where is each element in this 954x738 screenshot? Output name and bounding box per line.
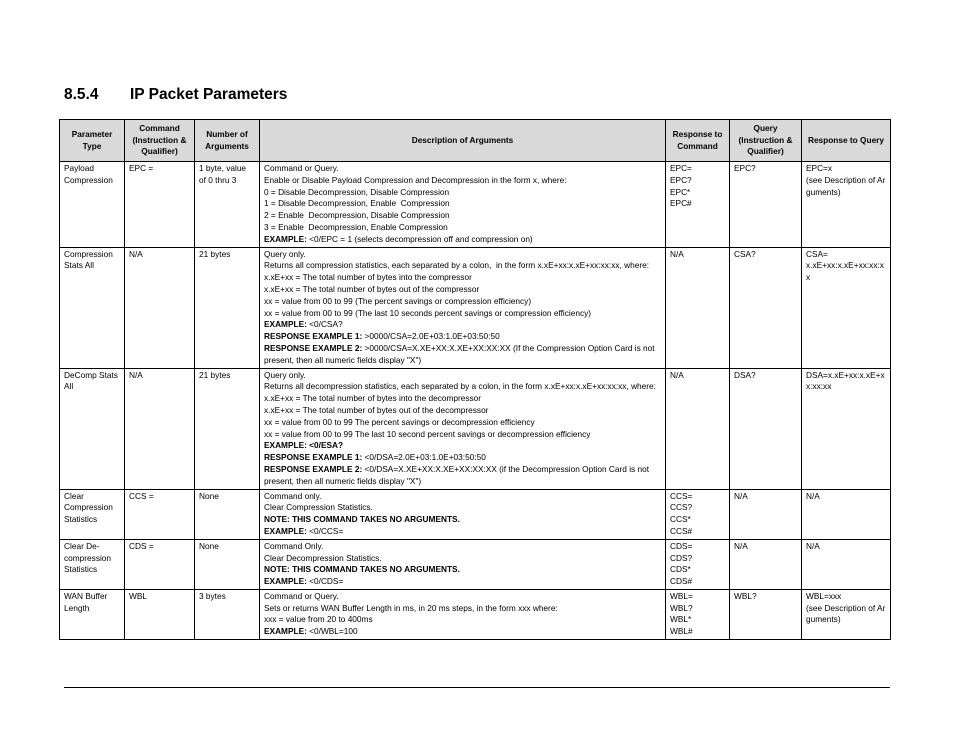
description-line — [264, 175, 661, 187]
description-line — [264, 541, 661, 553]
cell-description — [260, 368, 666, 489]
header-number-of-arguments: Number of Arguments — [195, 120, 260, 162]
cell-response-to-command-line: CDS= — [670, 540, 693, 551]
description-line — [264, 308, 661, 320]
cell-response-to-query-line: (see Description of Arguments) — [806, 602, 886, 625]
cell-query: N/A — [730, 539, 802, 589]
cell-description — [260, 162, 666, 248]
description-text: x.xE+xx = The total number of bytes out of the decompressor — [264, 404, 489, 415]
section-number: 8.5.4 — [64, 86, 99, 103]
cell-response-to-query-line: WBL=xxx — [806, 590, 842, 601]
description-text: <0/CDS= — [306, 576, 344, 587]
description-line — [264, 187, 661, 199]
cell-command: EPC = — [125, 162, 195, 248]
description-text: Returns all decompression statistics, each separated by a colon, in the form x.xE+xx:x.xE+xx:xx:xx, where: — [264, 381, 656, 392]
description-text: Returns all compression statistics, each separated by a colon, in the form x.xE+xx:x.xE+xx:xx:xx, where: — [264, 260, 650, 271]
cell-response-to-command-line: EPC= — [670, 163, 692, 173]
cell-parameter-type: Compression Stats All — [60, 247, 125, 368]
cell-number-of-arguments: 21 bytes — [195, 368, 260, 489]
description-line — [264, 429, 661, 441]
cell-response-to-command-line: N/A — [670, 248, 684, 259]
header-response-to-command: Response to Command — [666, 120, 730, 162]
cell-response-to-query-line: DSA=x.xE+xx:x.xE+xx:xx:xx — [806, 369, 885, 392]
description-label: EXAMPLE: — [264, 525, 307, 536]
description-line — [264, 370, 661, 382]
description-text: x.xE+xx = The total number of bytes into the compressor — [264, 272, 472, 283]
cell-command: N/A — [125, 247, 195, 368]
description-label: RESPONSE EXAMPLE 2: — [264, 463, 363, 474]
description-text: >0000/CSA=2.0E+03:1.0E+03:50:50 — [362, 331, 500, 342]
table-row — [60, 589, 891, 639]
table-row — [60, 539, 891, 589]
description-line — [264, 491, 661, 503]
cell-response-to-command-line: CDS? — [670, 552, 693, 563]
cell-response-to-command — [666, 247, 730, 368]
description-text: xxx = value from 20 to 400ms — [264, 614, 373, 625]
cell-response-to-command — [666, 589, 730, 639]
description-line — [264, 440, 661, 452]
cell-response-to-query-line: N/A — [806, 540, 820, 551]
description-line — [264, 331, 661, 343]
description-label: NOTE: THIS COMMAND TAKES NO ARGUMENTS. — [264, 564, 460, 575]
description-line — [264, 381, 661, 393]
description-line — [264, 464, 661, 488]
description-line — [264, 284, 661, 296]
description-line — [264, 405, 661, 417]
cell-number-of-arguments: 21 bytes — [195, 247, 260, 368]
cell-query: N/A — [730, 489, 802, 539]
cell-query: EPC? — [730, 162, 802, 248]
cell-response-to-command-line: WBL= — [670, 590, 693, 601]
cell-response-to-query-line: (see Description of Arguments) — [806, 174, 886, 197]
description-line — [264, 591, 661, 603]
cell-response-to-command — [666, 162, 730, 248]
description-text: Query only. — [264, 248, 306, 259]
cell-command: CDS = — [125, 539, 195, 589]
description-text: Command or Query. — [264, 590, 339, 601]
description-text: Sets or returns WAN Buffer Length in ms, in 20 ms steps, in the form xxx where: — [264, 602, 558, 613]
cell-response-to-command-line: EPC# — [670, 198, 692, 209]
description-text: <0/CSA? — [306, 319, 343, 330]
description-label: EXAMPLE: — [264, 626, 307, 637]
cell-description — [260, 247, 666, 368]
cell-parameter-type: Clear De-compression Statistics — [60, 539, 125, 589]
cell-response-to-command-line: WBL* — [670, 614, 692, 625]
header-query: Query (Instruction & Qualifier) — [730, 120, 802, 162]
description-line — [264, 296, 661, 308]
description-line — [264, 343, 661, 367]
cell-response-to-command-line: WBL# — [670, 626, 693, 637]
description-line — [264, 514, 661, 526]
description-line — [264, 163, 661, 175]
cell-description — [260, 489, 666, 539]
description-text: xx = value from 00 to 99 (The percent savings or compression efficiency) — [264, 295, 532, 306]
cell-response-to-query — [802, 489, 891, 539]
cell-query: CSA? — [730, 247, 802, 368]
description-text: x.xE+xx = The total number of bytes into the decompressor — [264, 393, 482, 404]
cell-response-to-command-line: CCS= — [670, 490, 693, 501]
description-line — [264, 576, 661, 588]
cell-response-to-command — [666, 489, 730, 539]
description-line — [264, 626, 661, 638]
description-text: xx = value from 00 to 99 (The last 10 seconds percent savings or compression efficiency) — [264, 307, 592, 318]
description-label: EXAMPLE: — [264, 576, 307, 587]
cell-response-to-query — [802, 589, 891, 639]
description-text: 2 = Enable Decompression, Disable Compression — [264, 210, 450, 221]
description-line — [264, 210, 661, 222]
description-text: <0/DSA=2.0E+03:1.0E+03:50:50 — [362, 452, 486, 463]
cell-response-to-command-line: EPC* — [670, 186, 691, 197]
cell-parameter-type: WAN Buffer Length — [60, 589, 125, 639]
cell-response-to-query-line: N/A — [806, 490, 820, 501]
description-line — [264, 222, 661, 234]
description-text: Command or Query. — [264, 163, 339, 173]
description-text: <0/EPC = 1 (selects decompression off and compression on) — [306, 233, 533, 244]
description-text: Clear Decompression Statistics. — [264, 552, 382, 563]
cell-command: WBL — [125, 589, 195, 639]
cell-response-to-command-line: CCS# — [670, 525, 693, 536]
description-line — [264, 603, 661, 615]
description-text: Clear Compression Statistics. — [264, 502, 373, 513]
table-row — [60, 489, 891, 539]
description-line — [264, 249, 661, 261]
ip-packet-parameters-table — [59, 119, 891, 640]
cell-query: DSA? — [730, 368, 802, 489]
cell-response-to-query-line: x.xE+xx:x.xE+xx:xx:xx — [806, 260, 884, 283]
section-heading — [64, 86, 287, 104]
cell-parameter-type: DeComp Stats All — [60, 368, 125, 489]
table-body — [60, 162, 891, 640]
cell-response-to-command-line: CDS* — [670, 564, 691, 575]
cell-response-to-command-line: CCS* — [670, 514, 691, 525]
description-label: RESPONSE EXAMPLE 1: — [264, 452, 363, 463]
description-line — [264, 393, 661, 405]
table-header-row — [60, 120, 891, 162]
cell-response-to-query-line: CSA= — [806, 248, 828, 259]
description-line — [264, 614, 661, 626]
description-text: <0/WBL=100 — [306, 626, 358, 637]
cell-number-of-arguments: 1 byte, value of 0 thru 3 — [195, 162, 260, 248]
cell-command: CCS = — [125, 489, 195, 539]
description-text: <0/DSA=X.XE+XX:X.XE+XX:XX:XX (if the Decompression Option Card is not present, then all numeric fields display "X") — [264, 463, 652, 486]
description-line — [264, 260, 661, 272]
cell-response-to-command-line: N/A — [670, 369, 684, 380]
section-title: IP Packet Parameters — [130, 86, 288, 103]
description-label: RESPONSE EXAMPLE 1: — [264, 331, 363, 342]
cell-response-to-query — [802, 539, 891, 589]
table-row — [60, 368, 891, 489]
cell-response-to-command-line: CDS# — [670, 576, 693, 587]
description-text: <0/CCS= — [306, 525, 344, 536]
description-text: Command Only. — [264, 540, 324, 551]
description-label: EXAMPLE: — [264, 233, 307, 244]
footer-rule — [64, 687, 890, 688]
table-row — [60, 247, 891, 368]
cell-number-of-arguments: 3 bytes — [195, 589, 260, 639]
cell-response-to-query — [802, 247, 891, 368]
description-text: Enable or Disable Payload Compression and Decompression in the form x, where: — [264, 174, 567, 185]
header-command: Command (Instruction & Qualifier) — [125, 120, 195, 162]
description-label: EXAMPLE: <0/ESA? — [264, 440, 344, 451]
description-line — [264, 272, 661, 284]
cell-response-to-command — [666, 539, 730, 589]
cell-description — [260, 589, 666, 639]
cell-parameter-type: Clear Compression Statistics — [60, 489, 125, 539]
cell-number-of-arguments: None — [195, 489, 260, 539]
description-line — [264, 452, 661, 464]
description-label: NOTE: THIS COMMAND TAKES NO ARGUMENTS. — [264, 514, 460, 525]
cell-description — [260, 539, 666, 589]
description-text: x.xE+xx = The total number of bytes out of the compressor — [264, 283, 480, 294]
description-line — [264, 198, 661, 210]
cell-response-to-command — [666, 368, 730, 489]
cell-command: N/A — [125, 368, 195, 489]
description-label: RESPONSE EXAMPLE 2: — [264, 342, 363, 353]
cell-number-of-arguments: None — [195, 539, 260, 589]
description-label: EXAMPLE: — [264, 319, 307, 330]
description-text: xx = value from 00 to 99 The last 10 second percent savings or decompression efficiency — [264, 428, 591, 439]
table-row — [60, 162, 891, 248]
cell-response-to-query — [802, 368, 891, 489]
cell-response-to-command-line: WBL? — [670, 602, 693, 613]
description-text: Query only. — [264, 369, 306, 380]
description-text: Command only. — [264, 490, 322, 501]
description-text: xx = value from 00 to 99 The percent savings or decompression efficiency — [264, 416, 535, 427]
description-text: 0 = Disable Decompression, Disable Compression — [264, 186, 450, 197]
header-response-to-query: Response to Query — [802, 120, 891, 162]
description-line — [264, 526, 661, 538]
description-text: 3 = Enable Decompression, Enable Compression — [264, 221, 448, 232]
description-line — [264, 553, 661, 565]
header-description: Description of Arguments — [260, 120, 666, 162]
cell-query: WBL? — [730, 589, 802, 639]
cell-response-to-query — [802, 162, 891, 248]
header-parameter-type: Parameter Type — [60, 120, 125, 162]
cell-response-to-command-line: EPC? — [670, 174, 692, 185]
cell-parameter-type: Payload Compression — [60, 162, 125, 248]
description-line — [264, 564, 661, 576]
cell-response-to-command-line: CCS? — [670, 502, 693, 513]
cell-response-to-query-line: EPC=x — [806, 163, 833, 173]
description-line — [264, 234, 661, 246]
description-text: 1 = Disable Decompression, Enable Compression — [264, 198, 450, 209]
description-line — [264, 319, 661, 331]
description-text: >0000/CSA=X.XE+XX:X.XE+XX:XX:XX (If the Compression Option Card is not present, then all numeric fields display "X") — [264, 342, 657, 365]
description-line — [264, 502, 661, 514]
description-line — [264, 417, 661, 429]
